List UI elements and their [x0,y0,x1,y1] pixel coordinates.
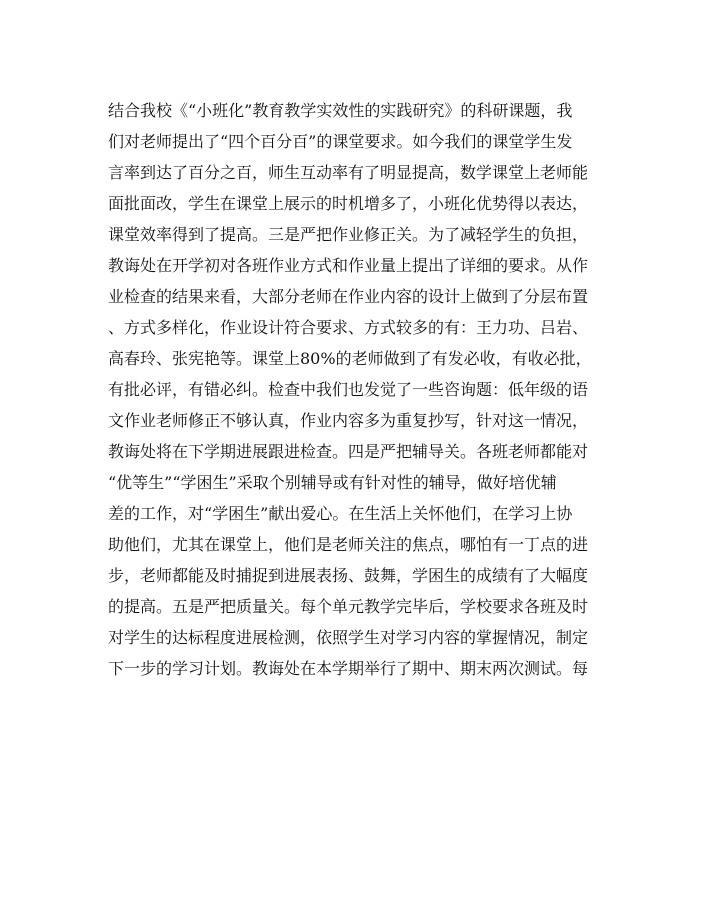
text-line: 步，老师都能及时捕捉到进展表扬、鼓舞，学困生的成绩有了大幅度 [108,566,589,585]
text-line: 的提高。五是严把质量关。每个单元教学完毕后，学校要求各班及时 [108,597,589,616]
text-line: 、方式多样化，作业设计符合要求、方式较多的有：王力功、吕岩、 [108,318,589,337]
text-line: 高春玲、张宪艳等。课堂上80%的老师做到了有发必收，有收必批， [108,349,592,368]
text-line: “优等生”“学困生”采取个别辅导或有针对性的辅导，做好培优辅 [108,473,557,492]
text-line: 助他们，尤其在课堂上，他们是老师关注的焦点，哪怕有一丁点的进 [108,535,589,554]
text-line: 教诲处在开学初对各班作业方式和作业量上提出了详细的要求。从作 [108,256,589,275]
text-line: 们对老师提出了“四个百分百”的课堂要求。如今我们的课堂学生发 [108,132,573,151]
text-line: 下一步的学习计划。教诲处在本学期举行了期中、期末两次测试。每 [108,659,589,678]
text-line: 差的工作，对“学困生”献出爱心。在生活上关怀他们，在学习上协 [108,504,573,523]
text-line: 文作业老师修正不够认真，作业内容多为重复抄写，针对这一情况， [108,411,589,430]
text-line: 有批必评，有错必纠。检查中我们也发觉了一些咨询题：低年级的语 [108,380,589,399]
body-paragraph [108,95,608,684]
text-line: 业检查的结果来看，大部分老师在作业内容的设计上做到了分层布置 [108,287,589,306]
text-line: 言率到达了百分之百，师生互动率有了明显提高，数学课堂上老师能 [108,163,589,182]
text-line: 结合我校《“小班化”教育教学实效性的实践研究》的科研课题，我 [108,101,573,120]
text-line: 教诲处将在下学期进展跟进检查。四是严把辅导关。各班老师都能对 [108,442,589,461]
text-line: 课堂效率得到了提高。三是严把作业修正关。为了减轻学生的负担， [108,225,589,244]
text-line: 面批面改，学生在课堂上展示的时机增多了，小班化优势得以表达， [108,194,589,213]
text-line: 对学生的达标程度进展检测，依照学生对学习内容的掌握情况，制定 [108,628,589,647]
